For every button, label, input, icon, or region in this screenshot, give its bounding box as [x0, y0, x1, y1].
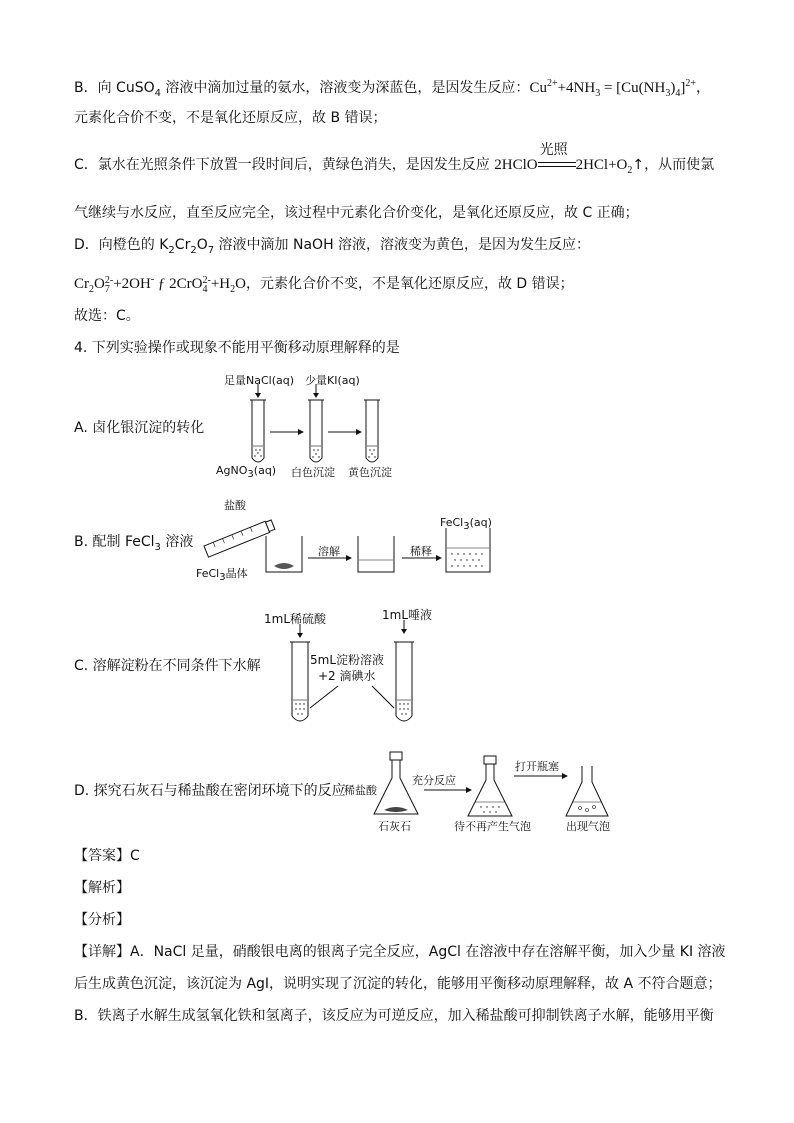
- fig-a-bottom-label-2: 白色沉淀: [291, 466, 335, 479]
- answer-c-line2: 气继续与水反应，直至反应完全，该过程中元素化合价变化，是氧化还原反应，故 C 正确；: [74, 205, 639, 221]
- fig-d-caption-2: 待不再产生气泡: [454, 820, 531, 833]
- test-tube-3: [364, 400, 380, 462]
- fig-c-right-label: 1mL唾液: [382, 608, 433, 622]
- detail-line-1: 【详解】A．NaCl 足量，硝酸银电离的银离子完全反应，AgCl 在溶液中存在溶解平衡，加入少量 KI 溶液: [74, 944, 726, 960]
- test-tube-1: [250, 384, 266, 462]
- option-c-label: C. 溶解淀粉在不同条件下水解: [74, 658, 261, 674]
- answer-line: 【答案】C: [74, 848, 140, 864]
- flask-3: [566, 766, 608, 816]
- beaker-3: [446, 528, 490, 572]
- fig-d-caption-1: 石灰石: [378, 820, 411, 833]
- fig-d-step1-label: 充分反应: [412, 774, 456, 787]
- detail-line-3: B．铁离子水解生成氢氧化铁和氢离子，该反应为可逆反应，加入稀盐酸可抑制铁离子水解，能够用平衡: [74, 1008, 714, 1024]
- question-4-title: 4. 下列实验操作或现象不能用平衡移动原理解释的是: [74, 340, 400, 356]
- answer-d-line1: D．向橙色的 $K_2Cr_2O_7$ 溶液中滴加 NaOH 溶液，溶液变为黄色，是因为发生反应：: [74, 237, 591, 256]
- test-tube-saliva: [394, 642, 414, 721]
- answer-c-line1: C．氯水在光照条件下放置一段时间后，黄绿色消失，是因发生反应 2HClO 光照 $2HCl+O_2↑$，从而使氯: [74, 142, 715, 176]
- fig-b-product-label: FeCl$_3$(aq): [440, 516, 492, 533]
- fenxi-heading: 【分析】: [74, 912, 130, 928]
- selection-line: 故选：C。: [74, 308, 140, 324]
- fig-b-step1-label: 溶解: [318, 545, 340, 558]
- fig-a-bottom-label-1: AgNO$_3$(aq): [216, 464, 277, 481]
- option-d-label: D. 探究石灰石与稀盐酸在密闭环境下的反应: [74, 783, 346, 799]
- fig-a-top-label-1: 足量NaCl(aq): [224, 374, 295, 387]
- answer-b-line1: B．向 CuSO$_4$ 溶液中滴加过量的氨水，溶液变为深蓝色，是因发生反应：$Cu^{2+}+4NH_3 = [Cu(NH_3)_4]^{2+}$，: [74, 78, 710, 99]
- analysis-heading: 【解析】: [74, 880, 130, 896]
- test-tube-2: [308, 384, 324, 462]
- figure-d-flasks: [344, 744, 624, 824]
- fig-c-left-label: 1mL稀硫酸: [264, 612, 327, 626]
- fig-c-mid-label-1: 5mL淀粉溶液: [310, 653, 385, 667]
- answer-d-line2: $Cr_2O$ 2- 7 +2OH- ƒ 2CrO 2- 4 $+H_2O$，元素化合价不变，不是氧化还原反应，故 D 错误；: [74, 274, 574, 295]
- fig-c-mid-label-2: +2 滴碘水: [318, 669, 376, 683]
- answer-b-line2: 元素化合价不变，不是氧化还原反应，故 B 错误；: [74, 110, 387, 126]
- fig-a-top-label-2: 少量KI(aq): [305, 374, 360, 387]
- detail-line-2: 后生成黄色沉淀，该沉淀为 AgI，说明实现了沉淀的转化，能够用平衡移动原理解释，故 A 不符合题意；: [74, 976, 722, 992]
- flask-2: [468, 756, 512, 816]
- option-a-label: A. 卤化银沉淀的转化: [74, 420, 205, 436]
- fig-d-step2-label: 打开瓶塞: [515, 760, 559, 773]
- beaker-2: [358, 536, 394, 572]
- fig-b-crystal-label: FeCl$_3$晶体: [196, 567, 248, 584]
- fig-b-step2-label: 稀释: [410, 545, 432, 558]
- fig-a-bottom-label-3: 黄色沉淀: [348, 466, 392, 479]
- fig-d-acid-label: 稀盐酸: [344, 784, 377, 797]
- graduated-cylinder: [204, 519, 275, 557]
- test-tube-acid: [290, 642, 310, 721]
- beaker-1: [266, 536, 302, 572]
- fig-b-acid-label: 盐酸: [224, 499, 246, 512]
- option-b-label: B. 配制 FeCl$_3$ 溶液: [74, 534, 194, 553]
- fig-d-caption-3: 出现气泡: [566, 820, 610, 833]
- reaction-condition-arrow: 光照: [538, 158, 576, 172]
